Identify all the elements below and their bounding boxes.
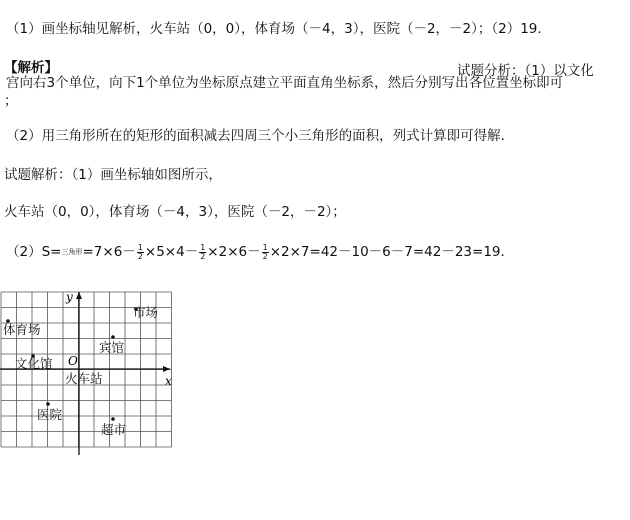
- solution-heading: 试题解析：（1）画坐标轴如图所示，: [4, 167, 222, 183]
- fraction-half: $\frac{1}{2}$: [137, 242, 143, 261]
- solution-coordinates: 火车站（0，0），体育场（－4，3），医院（－2，－2）；: [4, 204, 346, 220]
- solution-area-formula: [6, 243, 514, 261]
- analysis-line-3: ；: [4, 93, 18, 109]
- analysis-intro-label: 试题分析：（1）以文化: [457, 63, 594, 79]
- hospital-label: 医院: [37, 407, 63, 422]
- answer-line: （1）画坐标轴见解析，火车站（0，0），体育场（－4，3），医院（－2，－2）；（2）19．: [6, 21, 551, 37]
- supermarket-point: [111, 417, 115, 421]
- supermarket-label: 超市: [101, 422, 127, 437]
- x-axis-label: x: [165, 374, 172, 388]
- fraction-half: $\frac{1}{2}$: [262, 242, 268, 261]
- area-subscript: 三角形: [61, 248, 83, 256]
- area-part-3: ×2×6－: [207, 244, 261, 260]
- hospital-point: [46, 402, 50, 406]
- hotel-point: [111, 335, 115, 339]
- origin-label: O: [68, 354, 78, 368]
- fraction-half: $\frac{1}{2}$: [200, 242, 206, 261]
- coordinate-grid: [0, 290, 180, 460]
- analysis-line-2: 宫向右3个单位，向下1个单位为坐标原点建立平面直角坐标系，然后分别写出各位置坐标即可: [6, 75, 564, 91]
- culture-label: 文化馆: [15, 356, 53, 371]
- y-axis-label: y: [66, 290, 73, 304]
- stadium-label: 体育场: [3, 322, 41, 337]
- market-label: 市场: [133, 305, 159, 320]
- analysis-part-2: （2）用三角形所在的矩形的面积减去四周三个小三角形的面积，列式计算即可得解．: [6, 128, 515, 144]
- y-axis-arrow-icon: [76, 292, 82, 299]
- hotel-label: 宾馆: [99, 340, 125, 355]
- station-label: 火车站: [65, 371, 103, 386]
- analysis-heading: 【解析】: [4, 60, 58, 76]
- area-part-4: ×2×7=42－10－6－7=42－23=19．: [269, 244, 515, 260]
- area-part-2: ×5×4－: [144, 244, 199, 260]
- area-prefix: （2）S=: [6, 244, 62, 260]
- x-axis-arrow-icon: [163, 366, 170, 372]
- area-part-1: =7×6－: [82, 244, 136, 260]
